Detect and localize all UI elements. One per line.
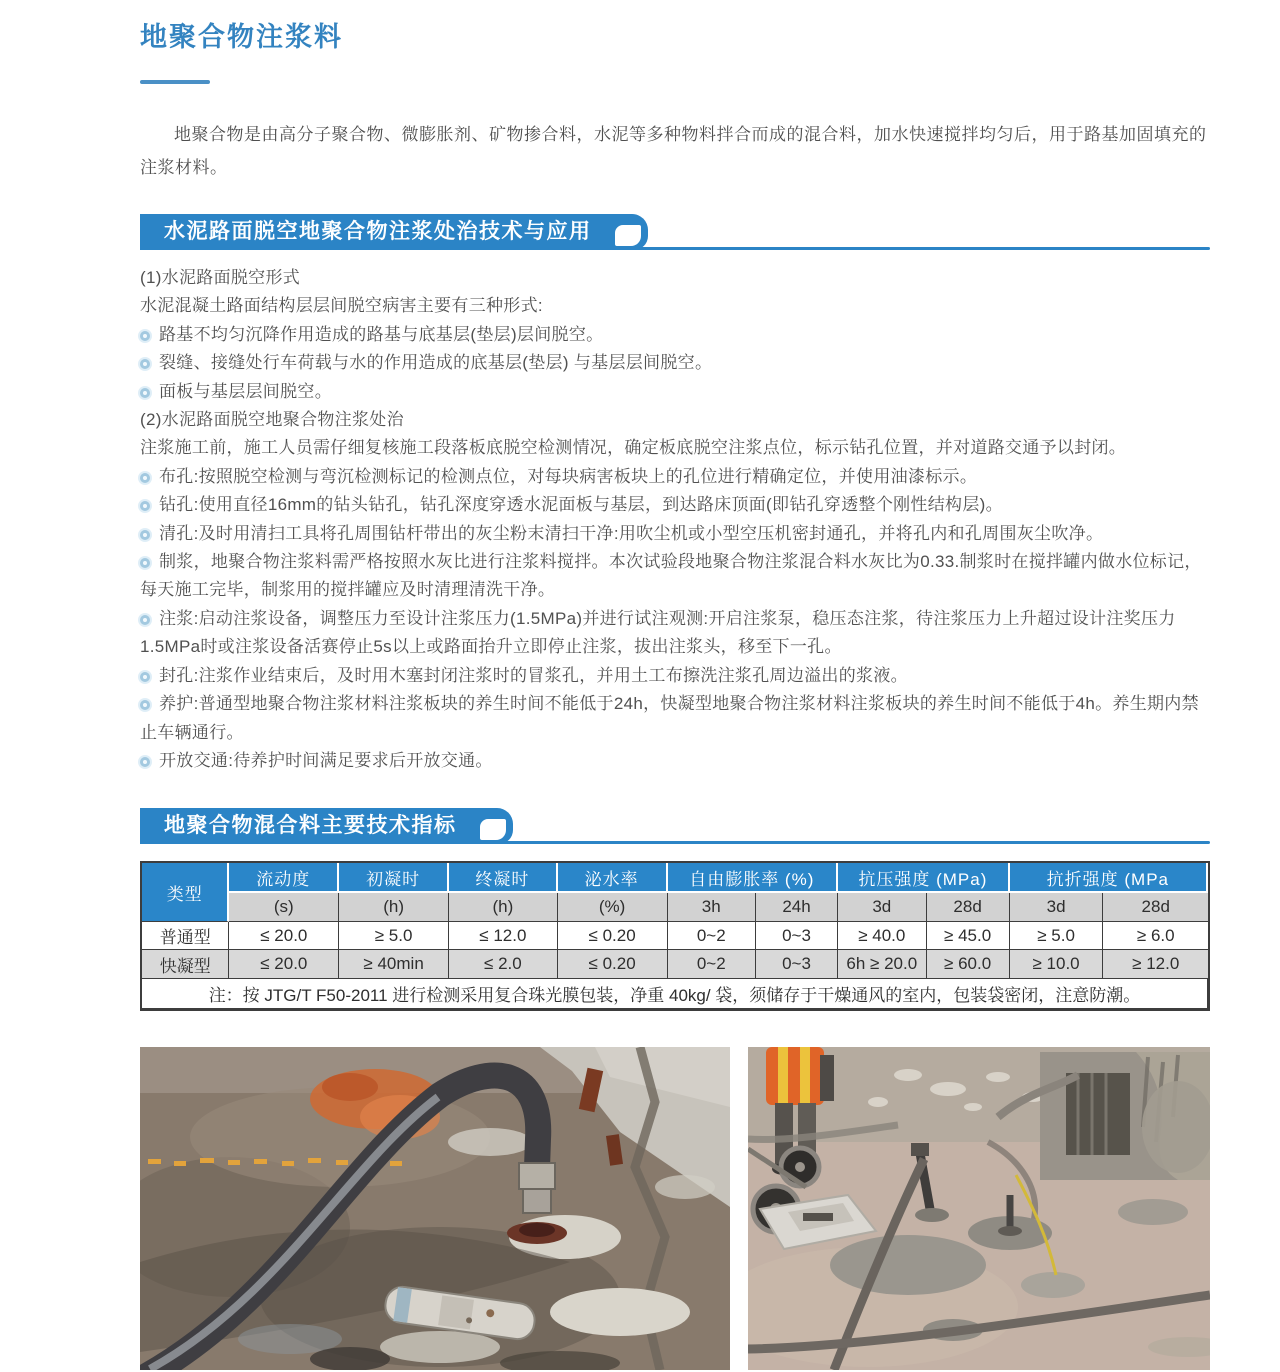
unit-cell: 28d xyxy=(1103,893,1208,922)
table-note-row xyxy=(142,979,1208,1009)
paragraph-text: 注浆施工前，施工人员需仔细复核施工段落板底脱空检测情况，确定板底脱空注浆点位，标示钻孔位置，并对道路交通予以封闭。 xyxy=(140,438,1127,458)
unit-cell: (%) xyxy=(558,893,668,922)
bullet-item-text: 裂缝、接缝处行车荷载与水的作用造成的底基层(垫层) 与基层层间脱空。 xyxy=(159,353,713,373)
paragraph xyxy=(140,406,1210,434)
table-subheader-row xyxy=(142,893,1208,922)
value-cell: ≤ 0.20 xyxy=(558,922,668,950)
bullet-item xyxy=(140,662,1210,690)
bullet-item-text: 封孔:注浆作业结束后，及时用木塞封闭注浆时的冒浆孔，并用土工布擦洗注浆孔周边溢出的浆液。 xyxy=(159,665,908,685)
page-title: 地聚合物注浆料 xyxy=(140,22,343,52)
row-type: 快凝型 xyxy=(142,950,229,979)
value-cell: ≥ 5.0 xyxy=(1010,922,1104,950)
ring-bullet-icon xyxy=(140,359,150,369)
ring-bullet-icon xyxy=(140,501,150,511)
unit-cell: (h) xyxy=(339,893,449,922)
bullet-item xyxy=(140,548,1210,605)
spec-table xyxy=(142,863,1208,1009)
paragraph-text: (1)水泥路面脱空形式 xyxy=(140,268,301,287)
ring-bullet-icon xyxy=(140,388,150,398)
bullet-item xyxy=(140,349,1210,377)
table-header-row xyxy=(142,863,1208,893)
value-cell: ≤ 20.0 xyxy=(229,950,339,979)
ring-bullet-icon xyxy=(140,672,150,682)
value-cell: ≤ 2.0 xyxy=(449,950,558,979)
value-cell: ≥ 60.0 xyxy=(927,950,1010,979)
value-cell: 6h ≥ 20.0 xyxy=(838,950,926,979)
bullet-item-text: 钻孔:使用直径16mm的钻头钻孔，钻孔深度穿透水泥面板与基层，到达路床顶面(即钻孔穿透整个刚性结构层)。 xyxy=(159,495,1003,515)
ring-bullet-icon xyxy=(140,473,150,483)
value-cell: ≥ 12.0 xyxy=(1103,950,1208,979)
value-cell: 0~2 xyxy=(668,922,756,950)
ring-bullet-icon xyxy=(140,558,150,568)
value-cell: ≥ 5.0 xyxy=(339,922,449,950)
bullet-item-text: 制浆，地聚合物注浆料需严格按照水灰比进行注浆料搅拌。本次试验段地聚合物注浆混合料水灰比为0.33.制浆时在搅拌罐内做水位标记，每天施工完毕，制浆用的搅拌罐应及时清理清洗干净。 xyxy=(140,552,1202,600)
bullet-item xyxy=(140,463,1210,491)
grout-hose-photo xyxy=(140,1047,730,1370)
unit-cell: (s) xyxy=(229,893,339,922)
header-compressive: 抗压强度 (MPa) xyxy=(838,863,1010,893)
bullet-item xyxy=(140,605,1210,662)
ring-bullet-icon xyxy=(140,530,150,540)
value-cell: ≥ 45.0 xyxy=(927,922,1010,950)
unit-cell: 28d xyxy=(927,893,1010,922)
header-expansion: 自由膨胀率 (%) xyxy=(668,863,839,893)
ring-bullet-icon xyxy=(140,331,150,341)
value-cell: 0~3 xyxy=(756,922,838,950)
paragraph-text: 水泥混凝土路面结构层层间脱空病害主要有三种形式: xyxy=(140,296,543,316)
ring-bullet-icon xyxy=(140,700,150,710)
header-fluidity: 流动度 xyxy=(229,863,339,893)
value-cell: ≤ 12.0 xyxy=(449,922,558,950)
grouting-site-photo xyxy=(748,1047,1210,1370)
value-cell: ≥ 10.0 xyxy=(1010,950,1104,979)
header-type: 类型 xyxy=(142,863,229,922)
bullet-item xyxy=(140,321,1210,349)
table-row-rapid xyxy=(142,950,1208,979)
value-cell: 0~2 xyxy=(668,950,756,979)
value-cell: 0~3 xyxy=(756,950,838,979)
table-note: 注：按 JTG/T F50-2011 进行检测采用复合珠光膜包装，净重 40kg/ 袋，须储存于干燥通风的室内，包装袋密闭，注意防潮。 xyxy=(142,979,1208,1009)
bullet-item xyxy=(140,690,1210,747)
bullet-item xyxy=(140,747,1210,775)
section1-body xyxy=(140,264,1210,775)
unit-cell: 24h xyxy=(756,893,838,922)
title-underline xyxy=(140,80,210,84)
unit-cell: (h) xyxy=(449,893,558,922)
bullet-item-text: 路基不均匀沉降作用造成的路基与底基层(垫层)层间脱空。 xyxy=(159,324,604,344)
paragraph xyxy=(140,434,1210,462)
section2-banner xyxy=(140,808,1210,844)
bullet-item-text: 养护:普通型地聚合物注浆材料注浆板块的养生时间不能低于24h，快凝型地聚合物注浆材料注浆板块的养生时间不能低于4h。养生期内禁止车辆通行。 xyxy=(140,694,1199,742)
value-cell: ≥ 40.0 xyxy=(838,922,926,950)
bullet-item-text: 面板与基层层间脱空。 xyxy=(159,381,332,401)
photo-row xyxy=(140,1047,1210,1370)
unit-cell: 3d xyxy=(1010,893,1104,922)
ring-bullet-icon xyxy=(140,757,150,767)
bullet-item-text: 清孔:及时用清扫工具将孔周围钻杆带出的灰尘粉末清扫干净:用吹尘机或小型空压机密封通孔，并将孔内和孔周围灰尘吹净。 xyxy=(159,523,1104,543)
bullet-item-text: 注浆:启动注浆设备，调整压力至设计注浆压力(1.5MPa)并进行试注观测:开启注浆泵，稳压态注浆，待注浆压力上升超过设计注奖压力1.5MPa时或注浆设备活赛停止5s以上或路面抬升立即停止注浆，拔出注浆头，移至下一孔。 xyxy=(140,608,1176,657)
table-row-ordinary xyxy=(142,922,1208,950)
header-bleeding: 泌水率 xyxy=(558,863,668,893)
section1-banner xyxy=(140,214,1210,250)
header-initial-set: 初凝时 xyxy=(339,863,449,893)
unit-cell: 3h xyxy=(668,893,756,922)
row-type: 普通型 xyxy=(142,922,229,950)
value-cell: ≥ 40min xyxy=(339,950,449,979)
value-cell: ≥ 6.0 xyxy=(1103,922,1208,950)
value-cell: ≤ 20.0 xyxy=(229,922,339,950)
bullet-item-text: 布孔:按照脱空检测与弯沉检测标记的检测点位，对每块病害板块上的孔位进行精确定位，并使用油漆标示。 xyxy=(159,466,978,486)
paragraph xyxy=(140,292,1210,320)
paragraph-text: (2)水泥路面脱空地聚合物注浆处治 xyxy=(140,410,404,430)
unit-cell: 3d xyxy=(838,893,926,922)
spec-table-wrapper xyxy=(140,861,1210,1011)
header-final-set: 终凝时 xyxy=(449,863,558,893)
value-cell: ≤ 0.20 xyxy=(558,950,668,979)
paragraph xyxy=(140,264,1210,292)
intro-paragraph: 地聚合物是由高分子聚合物、微膨胀剂、矿物掺合料，水泥等多种物料拌合而成的混合料，加水快速搅拌均匀后，用于路基加固填充的注浆材料。 xyxy=(140,125,1207,177)
bullet-item xyxy=(140,378,1210,406)
bullet-item xyxy=(140,520,1210,548)
ring-bullet-icon xyxy=(140,615,150,625)
bullet-item-text: 开放交通:待养护时间满足要求后开放交通。 xyxy=(159,750,493,770)
bullet-item xyxy=(140,491,1210,519)
section1-heading: 水泥路面脱空地聚合物注浆处治技术与应用 xyxy=(140,214,648,250)
section2-heading: 地聚合物混合料主要技术指标 xyxy=(140,808,513,844)
header-flexural: 抗折强度 (MPa xyxy=(1010,863,1208,893)
